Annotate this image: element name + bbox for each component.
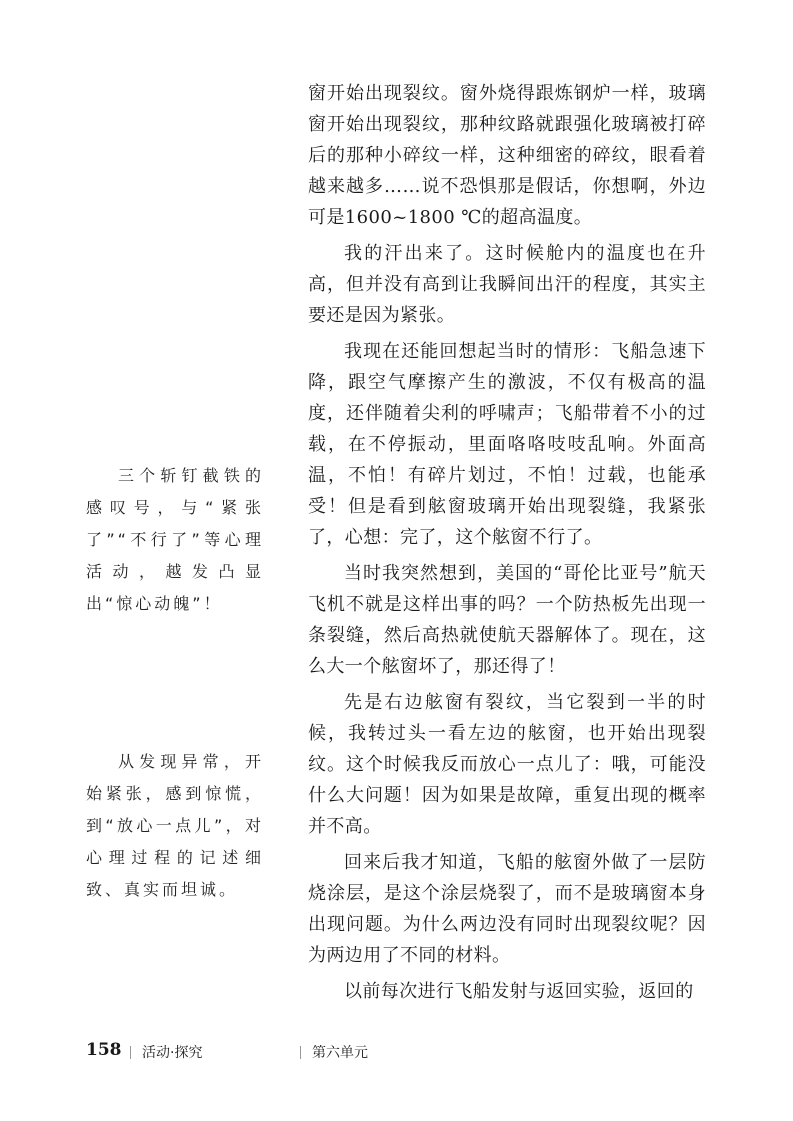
margin-annotation bbox=[86, 746, 264, 906]
paragraph: 我现在还能回想起当时的情形：飞船急速下降，跟空气摩擦产生的激波，不仅有极高的温度，还伴随着尖利的呼啸声；飞船带着不小的过载，在不停振动，里面咯咯吱吱乱响。外面高温，不怕！有碎片划过，不怕！过载，也能承受！但是看到舷窗玻璃开始出现裂缝，我紧张了，心想：完了，这个舷窗不行了。 bbox=[308, 341, 706, 548]
paragraph: 先是右边舷窗有裂纹，当它裂到一半的时候，我转过头一看左边的舷窗，也开始出现裂纹。这个时候我反而放心一点儿了：哦，可能没什么大问题！因为如果是故障，重复出现的概率并不高。 bbox=[308, 692, 706, 837]
footer-divider bbox=[300, 1046, 301, 1059]
margin-annotation bbox=[86, 460, 264, 620]
page-footer bbox=[86, 1040, 706, 1068]
paragraph: 当时我突然想到，美国的“哥伦比亚号”航天飞机不就是这样出事的吗？一个防热板先出现一条裂缝，然后高热就使航天器解体了。现在，这么大一个舷窗坏了，那还得了！ bbox=[308, 563, 706, 677]
page-number: 158 bbox=[86, 1040, 122, 1060]
unit-title: 第六单元 bbox=[312, 1045, 368, 1061]
paragraph: 我的汗出来了。这时候舱内的温度也在升高，但并没有高到让我瞬间出汗的程度，其实主要还是因为紧张。 bbox=[308, 243, 706, 326]
section-title: 活动·探究 bbox=[142, 1045, 203, 1061]
paragraph-continued: 窗开始出现裂纹。窗外烧得跟炼钢炉一样，玻璃窗开始出现裂纹，那种纹路就跟强化玻璃被打碎后的那种小碎纹一样，这种细密的碎纹，眼看着越来越多……说不恐惧那是假话，你想啊，外边可是1600~1800 ℃的超高温度。 bbox=[308, 83, 706, 228]
paragraph: 以前每次进行飞船发射与返回实验，返回的 bbox=[344, 981, 694, 1002]
footer-divider bbox=[130, 1046, 131, 1059]
main-text-column bbox=[308, 78, 706, 1007]
paragraph: 回来后我才知道，飞船的舷窗外做了一层防烧涂层，是这个涂层烧裂了，而不是玻璃窗本身出现问题。为什么两边没有同时出现裂纹呢？因为两边用了不同的材料。 bbox=[308, 852, 706, 966]
annotation-text: 从发现异常，开始紧张，感到惊慌，到“放心一点儿”，对心理过程的记述细致、真实而坦诚。 bbox=[86, 752, 264, 899]
annotation-text: 三个斩钉截铁的感叹号，与“紧张了”“不行了”等心理活动，越发凸显出“惊心动魄”！ bbox=[86, 466, 264, 613]
